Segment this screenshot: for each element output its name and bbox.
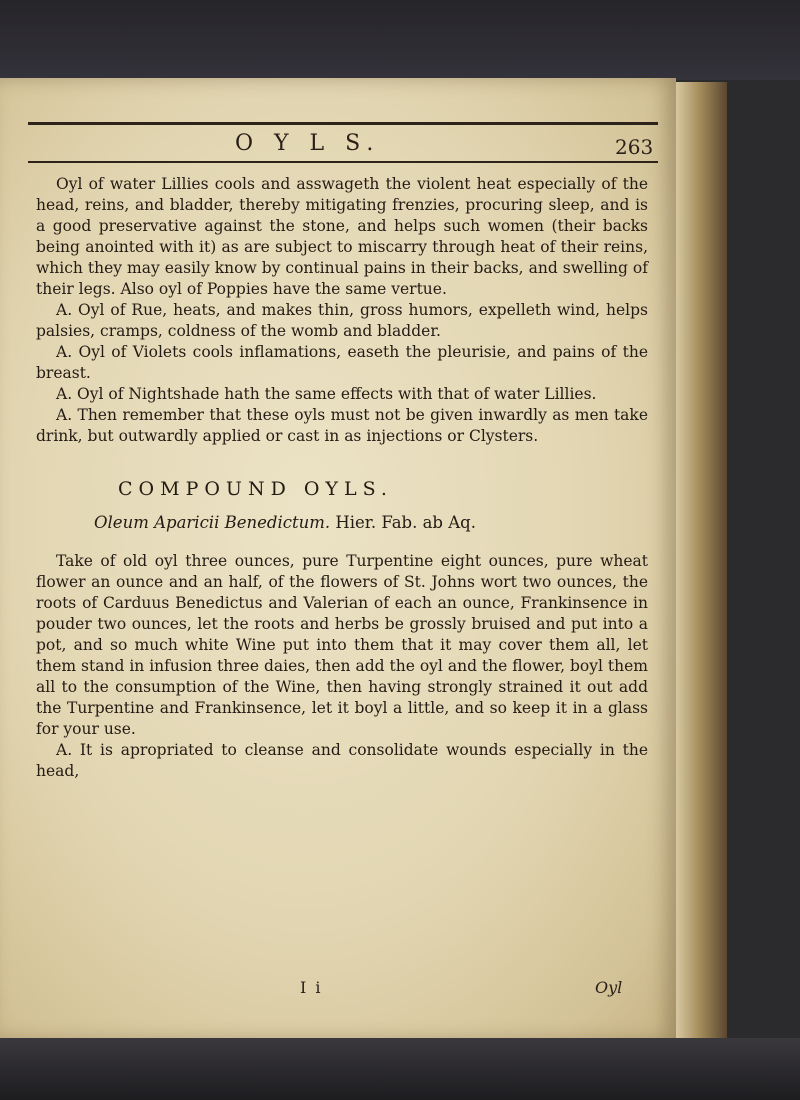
header-rule-bottom	[28, 161, 658, 163]
paragraph: Oyl of water Lillies cools and asswageth the violent heat especially of the head, reins, and bladder, thereby mitigating frenzies, procuring sleep, and is a good preservative against the stone, and helps such women (their backs being anointed with it) as are subject to miscarry through heat of their reins, which they may easily know by continual pains in their backs, and swelling of their legs. Also oyl of Poppies have the same vertue.	[36, 175, 648, 298]
paragraph: A. Oyl of Nightshade hath the same effects with that of water Lillies.	[56, 385, 597, 403]
recipe-paragraph: A. It is apropriated to cleanse and consolidate wounds especially in the head,	[36, 741, 648, 780]
paragraph: A. Then remember that these oyls must not be given inwardly as men take drink, but outwardly applied or cast in as injections or Clysters.	[36, 406, 648, 445]
recipe-title	[94, 512, 648, 533]
background-top	[0, 0, 800, 80]
catchword: Oyl	[595, 978, 623, 997]
recipe-source: Hier. Fab. ab Aq.	[335, 513, 476, 532]
recipe-paragraph: Take of old oyl three ounces, pure Turpentine eight ounces, pure wheat flower an ounce and an half, of the flowers of St. Johns wort two ounces, the roots of Carduus Benedictus and Valerian of each an ounce, Frankinsence in pouder two ounces, let the roots and herbs be grossly bruised and put into a pot, and so much white Wine put into them that it may cover them all, let them stand in infusion three daies, then add the oyl and the flower, boyl them all to the consumption of the Wine, then having strongly strained it out add the Turpentine and Frankinsence, let it boyl a little, and so keep it in a glass for your use.	[36, 552, 648, 738]
background-bottom	[0, 1038, 800, 1100]
section-heading: COMPOUND OYLS.	[118, 478, 393, 500]
recipe-latin-name: Oleum Aparicii Benedictum.	[94, 513, 331, 532]
paragraph: A. Oyl of Rue, heats, and makes thin, gross humors, expelleth wind, helps palsies, cramps, coldness of the womb and bladder.	[36, 301, 648, 340]
signature-mark: I i	[300, 978, 323, 997]
header-rule-top	[28, 122, 658, 125]
running-head: O Y L S.	[235, 131, 381, 156]
paragraph: A. Oyl of Violets cools inflamations, easeth the pleurisie, and pains of the breast.	[36, 343, 648, 382]
page-number: 263	[615, 135, 654, 159]
page-body	[36, 174, 648, 782]
